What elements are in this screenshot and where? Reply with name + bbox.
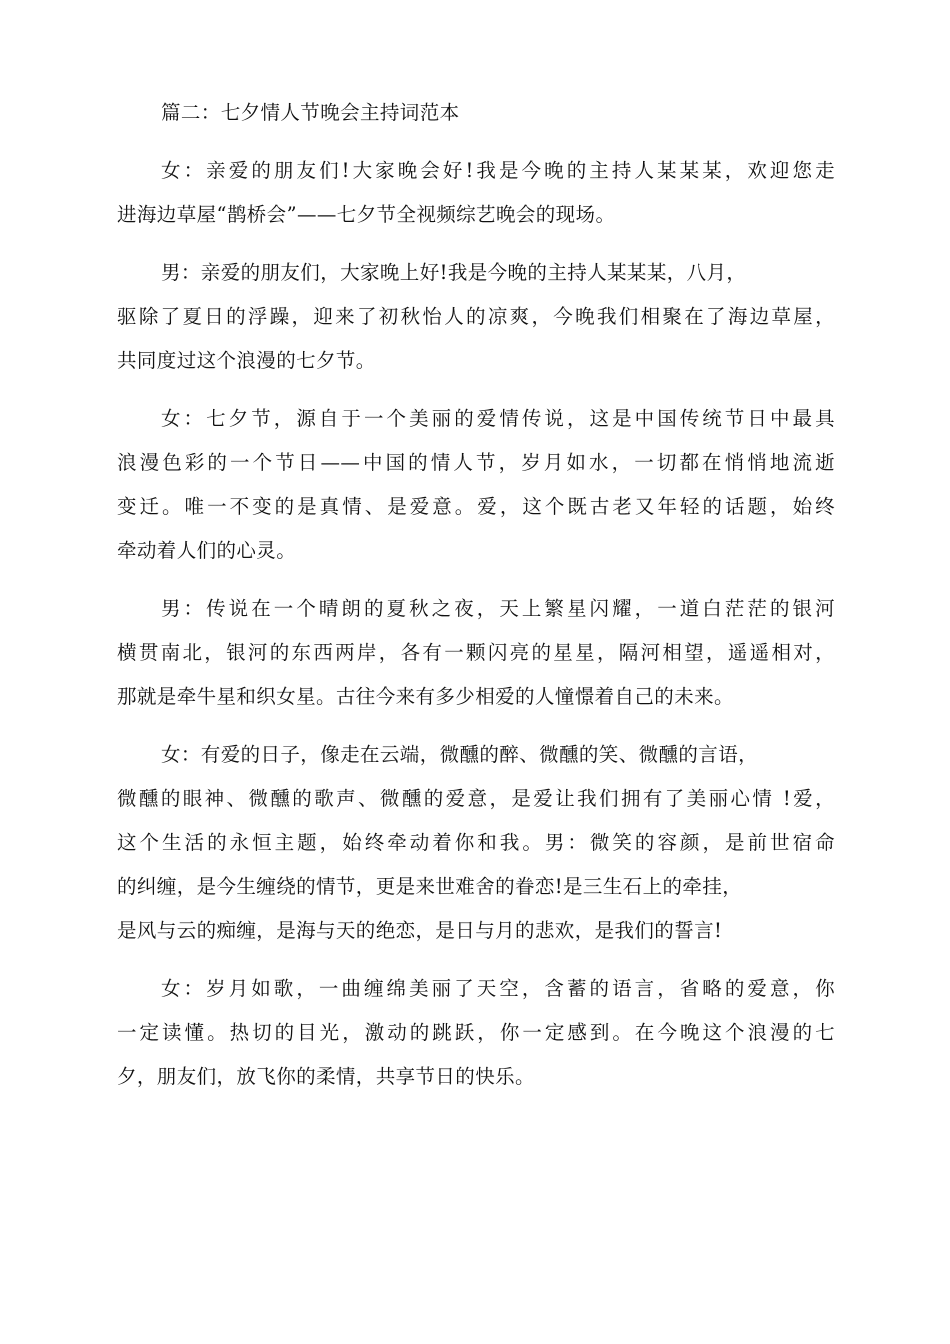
paragraph-line: 这个生活的永恒主题，始终牵动着你和我。男：微笑的容颜，是前世宿命 — [117, 831, 835, 854]
paragraph-line: 牵动着人们的心灵。 — [117, 539, 297, 562]
paragraph-line: 驱除了夏日的浮躁，迎来了初秋怡人的凉爽，今晚我们相聚在了海边草屋， — [117, 305, 835, 328]
paragraph-line: 一定读懂。热切的目光，激动的跳跃，你一定感到。在今晚这个浪漫的七 — [117, 1021, 835, 1044]
paragraph-line: 横贯南北，银河的东西两岸，各有一颗闪亮的星星，隔河相望，遥遥相对， — [117, 641, 835, 664]
paragraph-line: 是风与云的痴缠，是海与天的绝恋，是日与月的悲欢，是我们的誓言! — [117, 919, 723, 942]
paragraph-line: 女：岁月如歌，一曲缠绵美丽了天空，含蓄的语言，省略的爱意，你 — [161, 977, 835, 1000]
paragraph-3 — [117, 397, 835, 573]
paragraph-line: 女：有爱的日子，像走在云端，微醺的醉、微醺的笑、微醺的言语， — [161, 743, 759, 766]
paragraph-line: 共同度过这个浪漫的七夕节。 — [117, 349, 376, 372]
paragraph-2 — [117, 251, 835, 383]
paragraph-line: 女：亲爱的朋友们!大家晚会好!我是今晚的主持人某某某，欢迎您走 — [161, 159, 835, 182]
paragraph-line: 男：传说在一个晴朗的夏秋之夜，天上繁星闪耀，一道白茫茫的银河 — [161, 597, 835, 620]
paragraph-line: 夕，朋友们，放飞你的柔情，共享节日的快乐。 — [117, 1065, 535, 1088]
paragraph-line: 变迁。唯一不变的是真情、是爱意。爱，这个既古老又年轻的话题，始终 — [117, 495, 835, 518]
paragraph-line: 浪漫色彩的一个节日——中国的情人节，岁月如水，一切都在悄悄地流逝 — [117, 451, 835, 474]
document-body — [117, 91, 835, 1113]
paragraph-4 — [117, 587, 835, 719]
paragraph-line: 男：亲爱的朋友们，大家晚上好!我是今晚的主持人某某某，八月， — [161, 261, 747, 284]
paragraph-line: 微醺的眼神、微醺的歌声、微醺的爱意，是爱让我们拥有了美丽心情 !爱， — [117, 787, 835, 810]
title-text: 篇二：七夕情人节晚会主持词范本 — [161, 101, 460, 124]
paragraph-1 — [117, 149, 835, 237]
paragraph-6 — [117, 967, 835, 1099]
paragraph-line: 女：七夕节，源自于一个美丽的爱情传说，这是中国传统节日中最具 — [161, 407, 835, 430]
paragraph-line: 的纠缠，是今生缠绕的情节，更是来世难舍的眷恋!是三生石上的牵挂， — [117, 875, 743, 898]
section-title — [117, 91, 835, 135]
paragraph-line: 那就是牵牛星和织女星。古往今来有多少相爱的人憧憬着自己的未来。 — [117, 685, 734, 708]
paragraph-5 — [117, 733, 835, 953]
paragraph-line: 进海边草屋“鹊桥会”——七夕节全视频综艺晚会的现场。 — [117, 203, 616, 226]
